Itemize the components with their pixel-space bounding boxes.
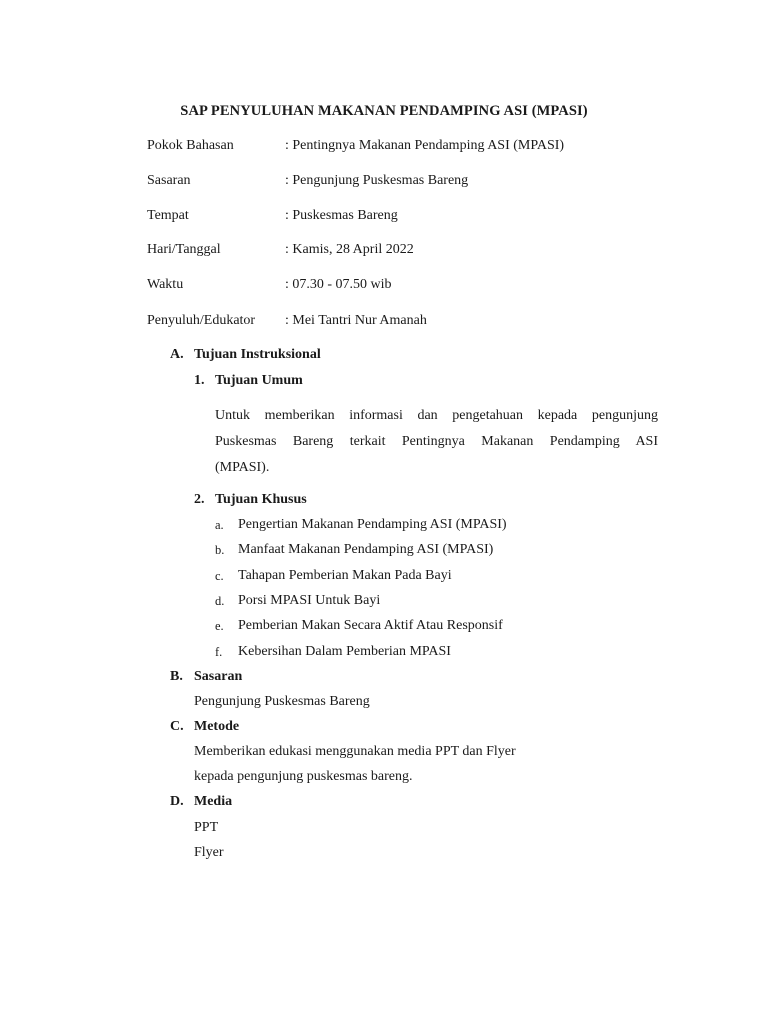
section-d-line: Flyer <box>194 845 224 860</box>
info-row-sasaran <box>147 173 468 193</box>
document-title: SAP PENYULUHAN MAKANAN PENDAMPING ASI (MPASI) <box>180 103 588 119</box>
paragraph-line: Untuk memberikan informasi dan pengetahuan kepada pengunjung <box>215 408 658 423</box>
info-label: Hari/Tanggal <box>147 242 221 257</box>
info-row-penyuluh <box>147 313 427 333</box>
list-item-text: Kebersihan Dalam Pemberian MPASI <box>238 644 451 659</box>
subsection-1-marker: 1. <box>194 373 205 388</box>
list-item-letter: a. <box>215 518 224 532</box>
section-a-marker: A. <box>170 347 184 362</box>
section-c-marker: C. <box>170 719 184 734</box>
list-item-letter: c. <box>215 569 224 583</box>
info-value: : 07.30 - 07.50 wib <box>285 277 392 292</box>
info-label: Sasaran <box>147 173 191 188</box>
paragraph-line: (MPASI). <box>215 460 270 475</box>
info-label: Pokok Bahasan <box>147 138 234 153</box>
info-label: Waktu <box>147 277 184 292</box>
tujuan-umum-paragraph <box>215 403 658 481</box>
info-row-waktu <box>147 277 392 297</box>
section-c-line: kepada pengunjung puskesmas bareng. <box>194 769 413 784</box>
list-item-letter: f. <box>215 645 223 659</box>
paragraph-line: Puskesmas Bareng terkait Pentingnya Makanan Pendamping ASI <box>215 434 658 449</box>
info-value: : Puskesmas Bareng <box>285 208 398 223</box>
section-d-marker: D. <box>170 794 184 809</box>
section-d-line: PPT <box>194 820 219 835</box>
list-item-letter: e. <box>215 619 224 633</box>
info-label: Tempat <box>147 208 189 223</box>
section-b-heading: Sasaran <box>194 669 243 684</box>
subsection-2-marker: 2. <box>194 492 205 507</box>
info-value: : Kamis, 28 April 2022 <box>285 242 414 257</box>
list-item-text: Tahapan Pemberian Makan Pada Bayi <box>238 568 452 583</box>
info-row-hari-tanggal <box>147 242 414 262</box>
section-c-heading: Metode <box>194 719 240 734</box>
info-value: : Mei Tantri Nur Amanah <box>285 313 427 328</box>
info-label: Penyuluh/Edukator <box>147 313 256 328</box>
section-a-heading: Tujuan Instruksional <box>194 347 321 362</box>
section-b-marker: B. <box>170 669 183 684</box>
info-value: : Pentingnya Makanan Pendamping ASI (MPASI) <box>285 138 565 153</box>
subsection-2-heading: Tujuan Khusus <box>215 492 307 507</box>
list-item-text: Manfaat Makanan Pendamping ASI (MPASI) <box>238 542 494 557</box>
section-b-line: Pengunjung Puskesmas Bareng <box>194 694 370 709</box>
list-item-text: Porsi MPASI Untuk Bayi <box>238 593 381 608</box>
section-d-heading: Media <box>194 794 233 809</box>
info-row-pokok-bahasan <box>147 138 564 158</box>
section-c-line: Memberikan edukasi menggunakan media PPT dan Flyer <box>194 744 516 759</box>
info-row-tempat <box>147 208 398 228</box>
subsection-1-heading: Tujuan Umum <box>215 373 303 388</box>
list-item-text: Pengertian Makanan Pendamping ASI (MPASI) <box>238 517 507 532</box>
list-item-letter: b. <box>215 543 225 557</box>
list-item-letter: d. <box>215 594 225 608</box>
info-value: : Pengunjung Puskesmas Bareng <box>285 173 469 188</box>
list-item-text: Pemberian Makan Secara Aktif Atau Responsif <box>238 618 503 633</box>
